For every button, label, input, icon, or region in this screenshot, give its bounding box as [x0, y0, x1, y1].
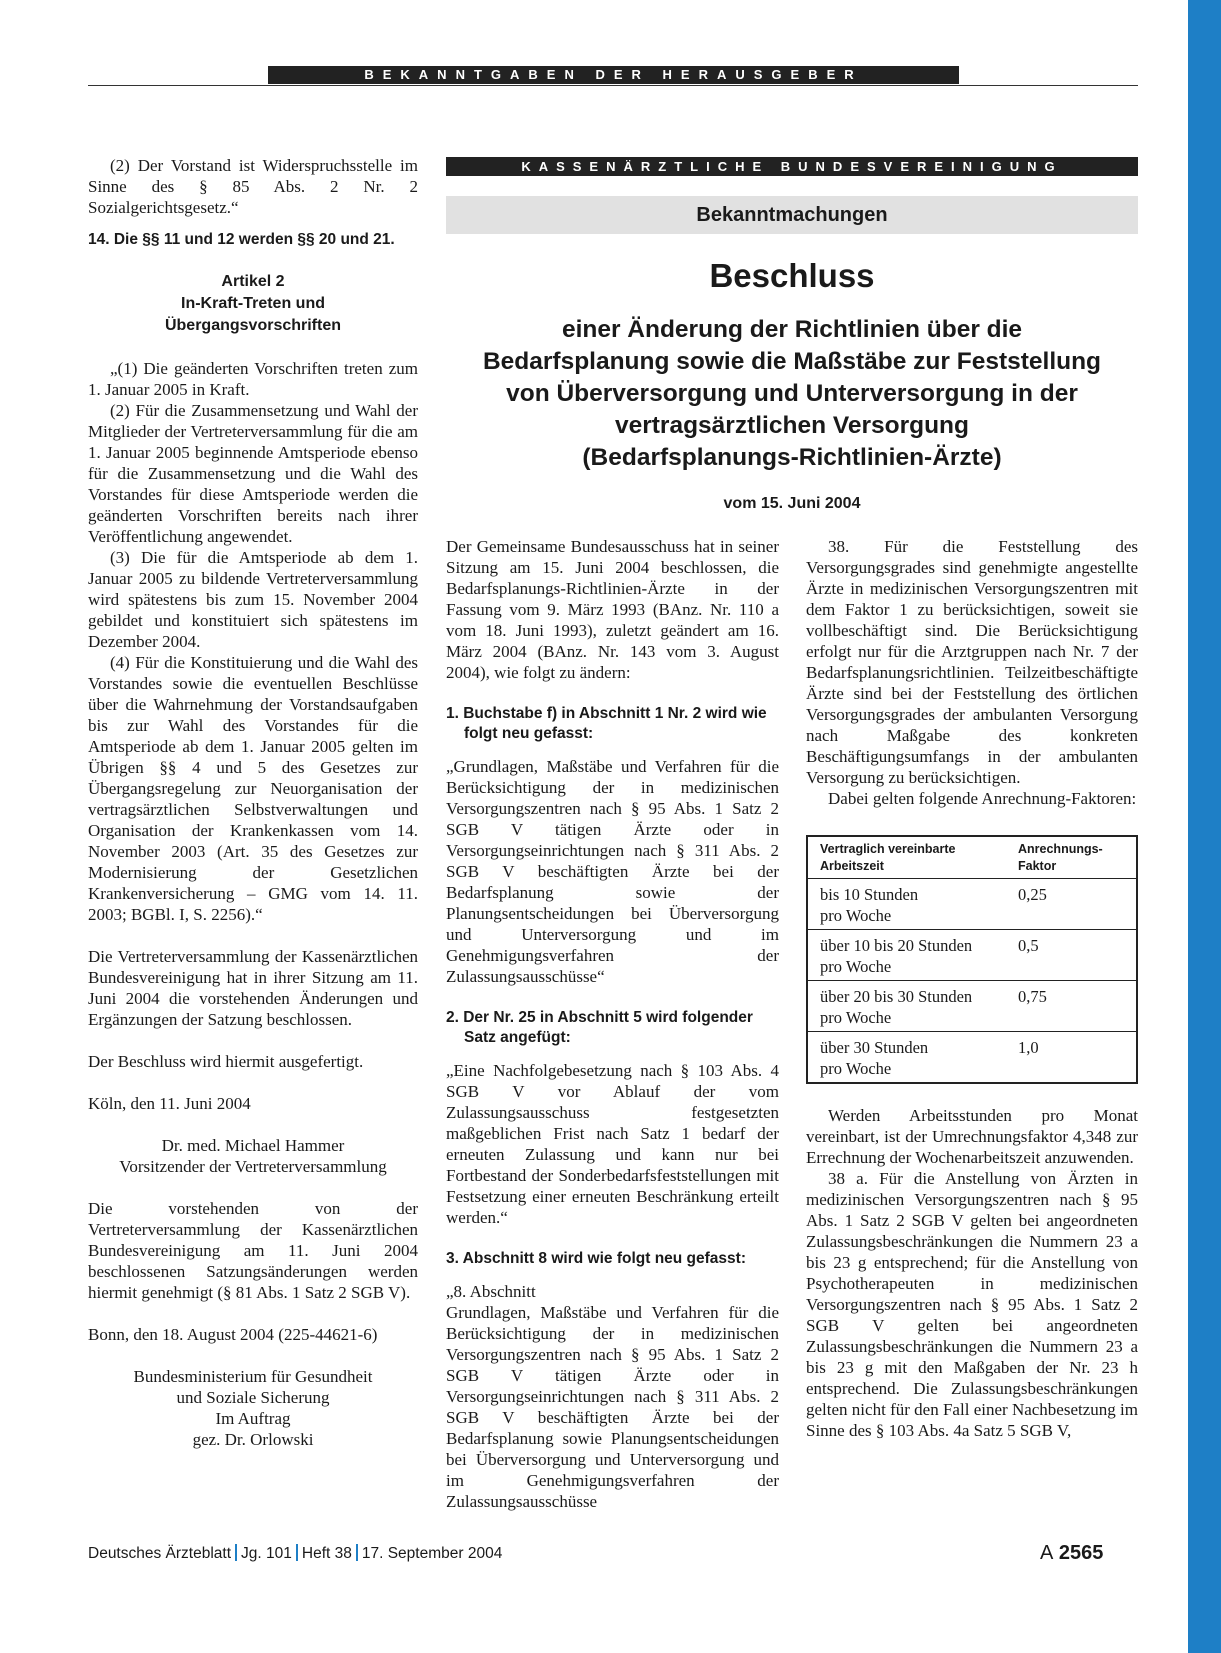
paragraph: „(1) Die geänderten Vorschriften treten zum 1. Januar 2005 in Kraft.: [88, 359, 418, 399]
item-heading: 2. Der Nr. 25 in Abschnitt 5 wird folgender Satz angefügt:: [446, 1009, 753, 1046]
article-title-line: Übergangsvorschriften: [164, 317, 342, 334]
paragraph: „Eine Nachfolgebesetzung nach § 103 Abs. 4 SGB V vor Ablauf der vom Zulassungsausschuss festgesetzten maßgeblichen Frist nach Satz 1 bedarf der erneuten Zulassung und kann nur bei Fortbestand der Sonderbedarfsfeststellungen mit Festsetzung einer erneuten Beschränkung erteilt werden.“: [446, 1061, 779, 1227]
item-heading: 1. Buchstabe f) in Abschnitt 1 Nr. 2 wird wie folgt neu gefasst:: [446, 705, 767, 742]
signature-line: gez. Dr. Orlowski: [192, 1430, 314, 1449]
paragraph: Die vorstehenden von der Vertreterversammlung der Kassenärztlichen Bundesvereinigung am 11. Juni 2004 beschlossenen Satzungsänderungen werden hiermit genehmigt (§ 81 Abs. 1 Satz 2 SGB V).: [88, 1199, 418, 1302]
announcement-box: Bekanntmachungen: [446, 196, 1138, 234]
article-title-line: In-Kraft-Treten und: [181, 295, 325, 312]
table-cell: [807, 930, 1006, 981]
journal-name: Deutsches Ärzteblatt: [88, 1545, 232, 1562]
paragraph: Die Vertreterversammlung der Kassenärztlichen Bundesvereinigung hat in ihrer Sitzung am 11. Juni 2004 die vorstehenden Änderungen und Ergänzungen der Satzung beschlossen.: [88, 947, 418, 1029]
cell-line: über 20 bis 30 Stunden: [820, 987, 973, 1006]
article-heading: [88, 271, 418, 337]
resolution-date: vom 15. Juni 2004: [723, 495, 861, 512]
paragraph: (4) Für die Konstituierung und die Wahl des Vorstandes sowie die eventuellen Beschlüsse über die Wahrnehmung der Vorstandsaufgaben bis zur Wahl des Vorstandes für die Amtsperiode ab dem 1. Januar 2005 gelten im Übrigen §§ 4 und 5 des Gesetzes zur Übergangsregelung zur Neuorganisation der vertragsärztlichen Selbstverwaltungen und Organisation der Krankenkassen vom 14. November 2003 (Art. 35 des Gesetzes zur Modernisierung der Gesetzlichen Krankenversicherung – GMG vom 14. 11. 2003; BGBl. I, S. 2256).“: [88, 653, 418, 924]
table-cell: [807, 1032, 1006, 1084]
table-cell: 0,25: [1006, 879, 1137, 930]
paragraph: Der Beschluss wird hiermit ausgefertigt.: [88, 1052, 364, 1071]
cell-line: über 10 bis 20 Stunden: [820, 936, 973, 955]
article-number: Artikel 2: [221, 273, 285, 290]
paragraph: „8. Abschnitt: [446, 1282, 536, 1301]
table-row: [807, 879, 1137, 930]
paragraph: (2) Für die Zusammensetzung und Wahl der Mitglieder der Vertreterversammlung für die am 1. Januar 2005 beginnende Amtsperiode ebenso für die Zusammensetzung und die Wahl des Vorstandes für diese Amtsperiode werden die geänderten Vorschriften bereits nach ihrer Veröffentlichung angewendet.: [88, 401, 418, 546]
main-title: Beschluss: [709, 257, 875, 294]
volume: Jg. 101: [241, 1545, 292, 1562]
table-cell: 0,75: [1006, 981, 1137, 1032]
table-header-row: [807, 836, 1137, 879]
header-line: Arbeitszeit: [820, 859, 884, 873]
cell-line: pro Woche: [820, 906, 892, 925]
kbv-band: KASSENÄRZTLICHE BUNDESVEREINIGUNG: [446, 157, 1138, 176]
paragraph: (2) Der Vorstand ist Widerspruchsstelle im Sinne des § 85 Abs. 2 Nr. 2 Sozialgerichtsgesetz.“: [88, 156, 418, 217]
blue-margin-bar: [1188, 0, 1221, 1653]
header-line: Vertraglich vereinbarte: [820, 842, 956, 856]
cell-line: über 30 Stunden: [820, 1038, 929, 1057]
factor-table: [806, 835, 1138, 1084]
signature-line: und Soziale Sicherung: [176, 1388, 330, 1407]
table-header-cell: Anrechnungs-Faktor: [1006, 836, 1137, 879]
paragraph: (3) Die für die Amtsperiode ab dem 1. Januar 2005 zu bildende Vertreterversammlung wird spätestens bis zum 15. November 2004 gebildet und konstituiert sich spätestens im Dezember 2004.: [88, 548, 418, 651]
page-footer: [88, 1544, 502, 1564]
issue-date: 17. September 2004: [361, 1545, 503, 1562]
subtitle-line: von Überversorgung und Unterversorgung in der: [506, 380, 1078, 407]
item-heading: 3. Abschnitt 8 wird wie folgt neu gefasst:: [446, 1250, 746, 1267]
table-header-cell: [807, 836, 1006, 879]
place-date: Köln, den 11. Juni 2004: [88, 1094, 251, 1113]
middle-column: [446, 536, 779, 1512]
header-rule: [88, 85, 1138, 86]
page-value: 2565: [1058, 1542, 1104, 1564]
subtitle-line: einer Änderung der Richtlinien über die: [561, 316, 1023, 343]
paragraph: „Grundlagen, Maßstäbe und Verfahren für die Berücksichtigung der in medizinischen Versorgungszentren nach § 95 Abs. 1 Satz 2 SGB V tätigen Ärzte oder in Versorgungseinrichtungen nach § 311 Abs. 2 SGB V beschäftigten Ärzte bei der Bedarfsplanung sowie der Planungsentscheidungen bei Überversorgung und Unterversorgung und im Genehmigungsverfahren der Zulassungsausschüsse“: [446, 757, 779, 986]
cell-line: pro Woche: [820, 957, 892, 976]
signature-block: [88, 1135, 418, 1177]
paragraph: 38. Für die Feststellung des Versorgungsgrades sind genehmigte angestellte Ärzte in medizinischen Versorgungszentren mit dem Faktor 1 zu berücksichtigen, soweit sie vollbeschäftigt sind. Die Berücksichtigung erfolgt nur für die Arztgruppen nach Nr. 7 der Bedarfsplanungsrichtlinien. Teilzeitbeschäftigte Ärzte sind bei der Feststellung des örtlichen Versorgungsgrades der ambulanten Versorgung nach Maßgabe des konkreten Beschäftigungsumfangs in der ambulanten Versorgung zu berücksichtigen.: [806, 537, 1138, 787]
table-cell: 1,0: [1006, 1032, 1137, 1084]
subtitle: [446, 314, 1138, 474]
footer-separator: [296, 1544, 298, 1561]
paragraph: Der Gemeinsame Bundesausschuss hat in seiner Sitzung am 15. Juni 2004 beschlossen, die Bedarfsplanungs-Richtlinien-Ärzte in der Fassung vom 9. März 1993 (BAnz. Nr. 110 a vom 18. Juni 1993), zuletzt geändert am 16. März 2004 (BAnz. Nr. 143 vom 3. August 2004), wie folgt zu ändern:: [446, 537, 779, 682]
issue: Heft 38: [301, 1545, 352, 1562]
table-row: [807, 1032, 1137, 1084]
paragraph: Grundlagen, Maßstäbe und Verfahren für die Berücksichtigung der in medizinischen Versorgungszentren nach § 95 Abs. 1 Satz 2 SGB V tätigen Ärzte oder in Versorgungseinrichtungen nach § 311 Abs. 2 SGB V beschäftigten Ärzte bei der Bedarfsplanung sowie Planungsentscheidungen bei Überversorgung und Unterversorgung und im Genehmigungsverfahren der Zulassungsausschüsse: [446, 1303, 779, 1511]
paragraph: 38 a. Für die Anstellung von Ärzten in medizinischen Versorgungszentren nach § 95 Abs. 1 Satz 2 SGB V gelten bei angeordneten Zulassungsbeschränkungen die Nummern 23 a bis 23 g entsprechend; für die Anstellung von Psychotherapeuten in medizinischen Versorgungszentren nach § 95 Abs. 1 Satz 2 SGB V gelten bei angeordneten Zulassungsbeschränkungen die Nummern 23 a bis 23 g mit den Maßgaben der Nr. 23 h entsprechend. Die Zulassungsbeschränkungen gelten nicht für den Fall einer Nachbesetzung im Sinne des § 103 Abs. 4a Satz 5 SGB V,: [806, 1169, 1138, 1440]
cell-line: pro Woche: [820, 1008, 892, 1027]
table-cell: [807, 981, 1006, 1032]
table-row: [807, 930, 1137, 981]
paragraph: Werden Arbeitsstunden pro Monat vereinbart, ist der Umrechnungsfaktor 4,348 zur Errechnung der Wochenarbeitszeit anzuwenden.: [806, 1106, 1138, 1167]
subtitle-line: (Bedarfsplanungs-Richtlinien-Ärzte): [582, 444, 1002, 471]
right-column: [806, 536, 1138, 1441]
subtitle-line: vertragsärztlichen Versorgung: [614, 412, 969, 439]
paragraph: Dabei gelten folgende Anrechnung-Faktoren:: [828, 789, 1137, 808]
cell-line: pro Woche: [820, 1059, 892, 1078]
subtitle-line: Bedarfsplanung sowie die Maßstäbe zur Feststellung: [482, 348, 1102, 375]
table-row: [807, 981, 1137, 1032]
table-cell: [807, 879, 1006, 930]
footer-separator: [235, 1544, 237, 1561]
section-header-band: BEKANNTGABEN DER HERAUSGEBER: [268, 66, 959, 84]
signature-block: [88, 1366, 418, 1450]
signature-line: Im Auftrag: [215, 1409, 291, 1428]
footer-separator: [356, 1544, 358, 1561]
signature-line: Bundesministerium für Gesundheit: [133, 1367, 373, 1386]
place-date: Bonn, den 18. August 2004 (225-44621-6): [88, 1325, 378, 1344]
left-column: [88, 155, 418, 1450]
signature-line: Vorsitzender der Vertreterversammlung: [119, 1157, 387, 1176]
page-prefix: A: [1040, 1542, 1054, 1564]
cell-line: bis 10 Stunden: [820, 885, 919, 904]
item-heading: 14. Die §§ 11 und 12 werden §§ 20 und 21.: [88, 231, 395, 248]
table-cell: 0,5: [1006, 930, 1137, 981]
page-number: [1040, 1541, 1103, 1565]
signature-line: Dr. med. Michael Hammer: [161, 1136, 345, 1155]
